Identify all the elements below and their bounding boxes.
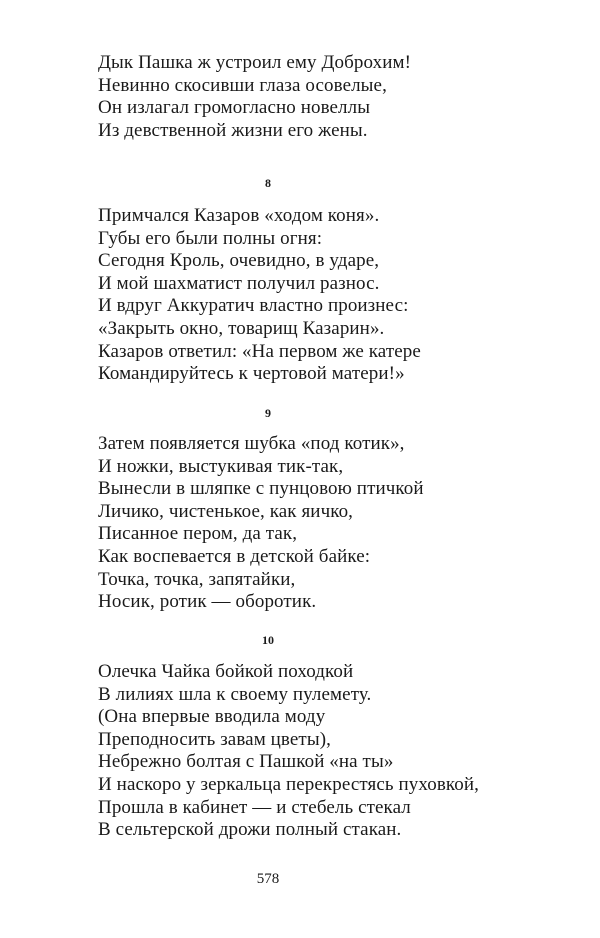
stanza-number: 8 bbox=[265, 176, 271, 190]
verse-line: Примчался Казаров «ходом коня». bbox=[98, 205, 380, 226]
stanza-10 bbox=[98, 661, 568, 842]
verse-line: Точка, точка, запятайки, bbox=[98, 568, 296, 590]
verse-line: Невинно скосивши глаза осовелые, bbox=[98, 74, 387, 96]
verse-line: Командируйтесь к чертовой матери!» bbox=[98, 363, 405, 385]
stanza-number: 10 bbox=[262, 633, 274, 647]
verse-line: (Она впервые вводила моду bbox=[98, 706, 326, 728]
verse-line: Затем появляется шубка «под котик», bbox=[98, 433, 405, 454]
verse-line: И вдруг Аккуратич властно произнес: bbox=[98, 295, 409, 317]
verse-line: Прошла в кабинет — и стебель стекал bbox=[98, 796, 411, 818]
verse-line: Преподносить завам цветы), bbox=[98, 728, 331, 750]
verse-line: Небрежно болтая с Пашкой «на ты» bbox=[98, 751, 394, 773]
stanza-7-ending bbox=[98, 52, 568, 142]
verse-line: Дык Пашка ж устроил ему Доброхим! bbox=[98, 52, 412, 73]
verse-line: И ножки, выстукивая тик-так, bbox=[98, 455, 344, 477]
verse-line: Губы его были полны огня: bbox=[98, 227, 323, 249]
verse-line: Олечка Чайка бойкой походкой bbox=[98, 661, 354, 682]
verse-line: В лилиях шла к своему пулемету. bbox=[98, 683, 372, 705]
verse-line: Из девственной жизни его жены. bbox=[98, 119, 368, 141]
verse-line: Носик, ротик — оборотик. bbox=[98, 591, 317, 613]
stanza-8 bbox=[98, 205, 568, 386]
stanza-number: 9 bbox=[265, 406, 271, 420]
verse-line: Как воспевается в детской байке: bbox=[98, 545, 371, 567]
verse-line: Писанное пером, да так, bbox=[98, 523, 298, 545]
verse-line: Сегодня Кроль, очевидно, в ударе, bbox=[98, 250, 380, 272]
verse-line: Он излагал громогласно новеллы bbox=[98, 97, 371, 119]
verse-line: Вынесли в шляпке с пунцовою птичкой bbox=[98, 478, 424, 500]
verse-line: И наскоро у зеркальца перекрестясь пуховкой, bbox=[98, 773, 479, 795]
verse-line: Казаров ответил: «На первом же катере bbox=[98, 340, 421, 362]
verse-line: В сельтерской дрожи полный стакан. bbox=[98, 819, 402, 841]
verse-line: «Закрыть окно, товарищ Казарин». bbox=[98, 317, 385, 339]
verse-line: И мой шахматист получил разнос. bbox=[98, 272, 380, 294]
stanza-9 bbox=[98, 433, 568, 614]
verse-line: Личико, чистенькое, как яичко, bbox=[98, 500, 354, 522]
page-number: 578 bbox=[256, 871, 280, 887]
